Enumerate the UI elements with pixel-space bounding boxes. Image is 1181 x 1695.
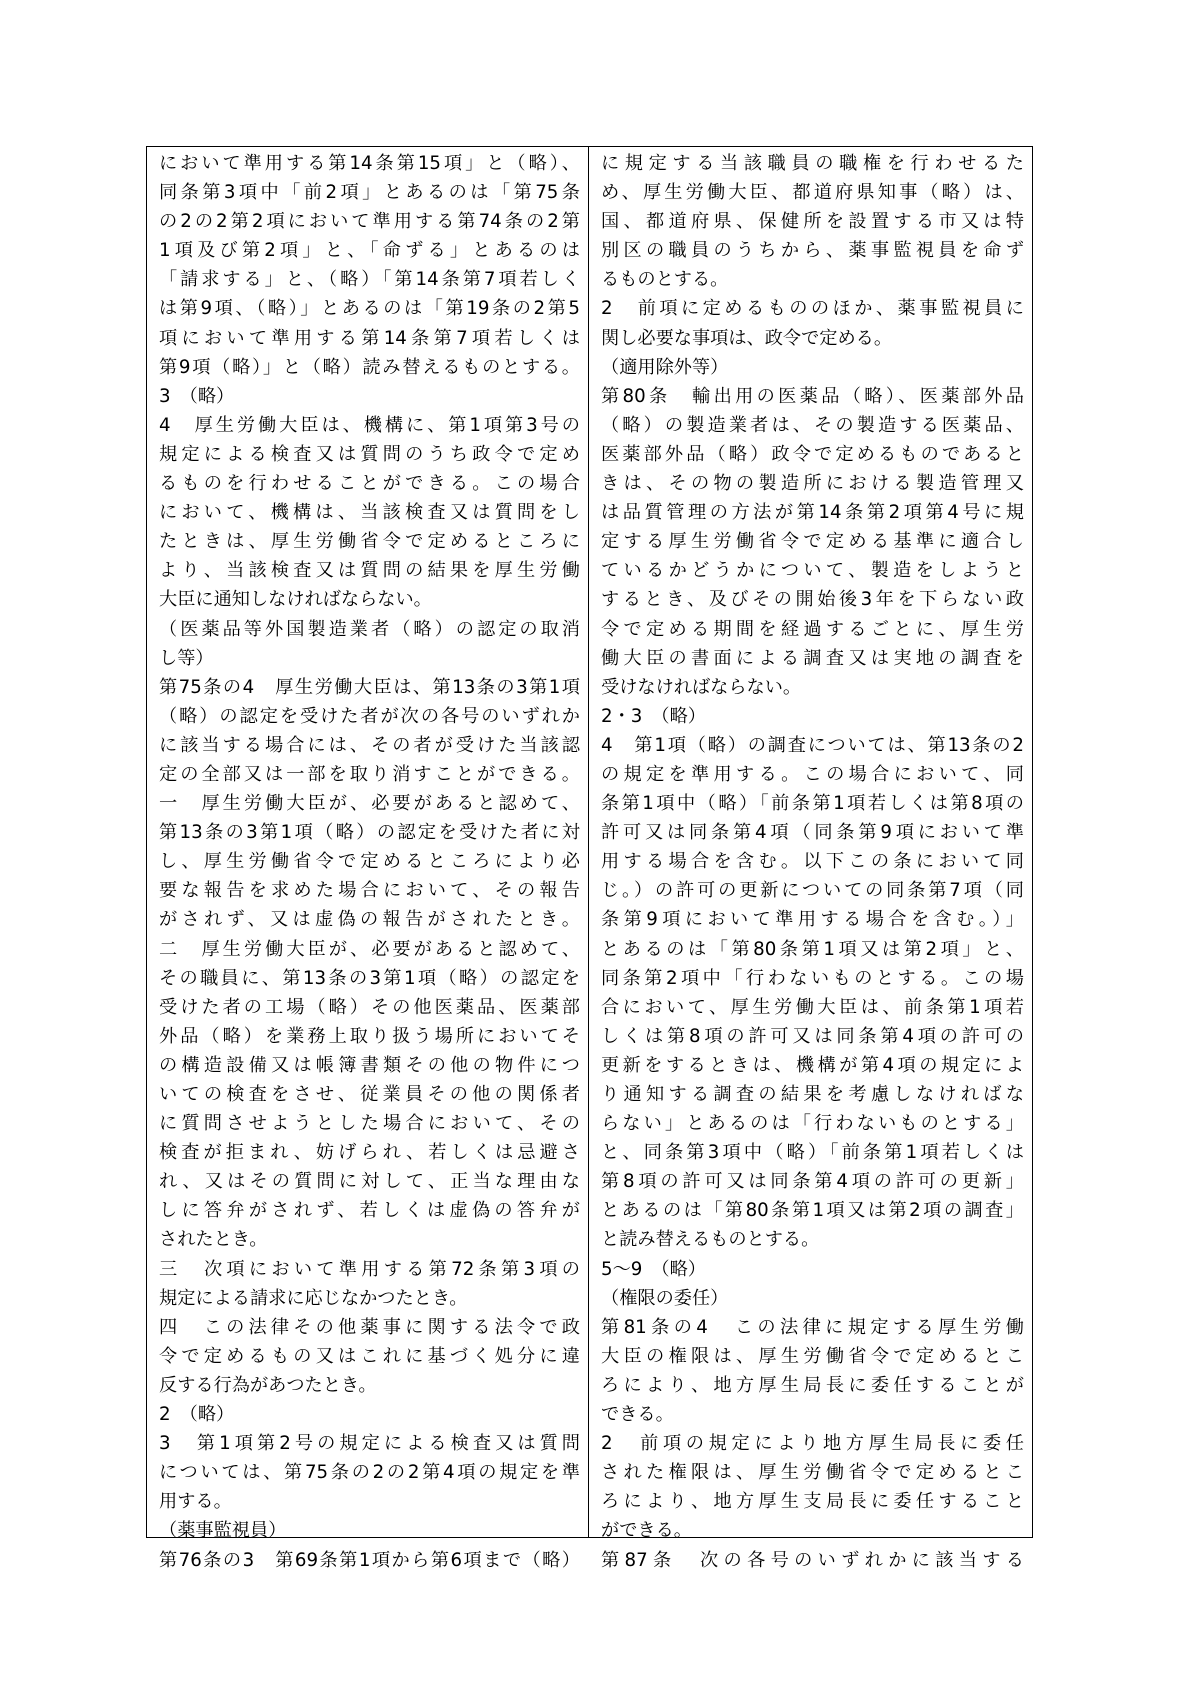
left-column-line: 定の全部又は一部を取り消すことができる。 <box>159 763 580 785</box>
left-column-line: 用する。 <box>159 1491 232 1513</box>
left-column-line: 第76条の3 第69条第1項から第6項まで（略） <box>159 1549 580 1571</box>
right-column-line: 4 第1項（略）の調査については、第13条の2 <box>601 734 1024 756</box>
left-column-line: の構造設備又は帳簿書類その他の物件につ <box>159 1054 580 1076</box>
right-column-line: に規定する当該職員の職権を行わせるた <box>601 153 1024 174</box>
left-column-line: 3 第1項第2号の規定による検査又は質問 <box>159 1433 580 1455</box>
right-column-line: （適用除外等） <box>601 356 729 378</box>
left-column-line: し等） <box>159 647 214 669</box>
left-column-line: 令で定めるもの又はこれに基づく処分に違 <box>159 1345 580 1367</box>
left-column-line: 受けた者の工場（略）その他医薬品、医薬部 <box>159 996 580 1018</box>
left-column-line: （薬事監視員） <box>159 1520 287 1542</box>
right-column-line: ができる。 <box>601 1520 692 1542</box>
left-column-line: 二 厚生労働大臣が、必要があると認めて、 <box>159 938 580 960</box>
left-column-line: の2の2第2項において準用する第74条の2第 <box>159 211 580 233</box>
left-column-line: （略）の認定を受けた者が次の各号のいずれか <box>159 705 580 727</box>
right-column-line: 国、都道府県、保健所を設置する市又は特 <box>601 211 1024 233</box>
right-column-line: とあるのは「第80条第1項又は第2項の調査」 <box>601 1200 1024 1222</box>
left-column-line: 4 厚生労働大臣は、機構に、第1項第3号の <box>159 414 580 436</box>
right-column-line: 第81条の4 この法律に規定する厚生労働 <box>601 1316 1024 1338</box>
right-column-line: しくは第8項の許可又は同条第4項の許可の <box>601 1025 1024 1047</box>
right-column-line: と読み替えるものとする。 <box>601 1229 820 1251</box>
right-column-line: 条第9項において準用する場合を含む。）」 <box>601 909 1024 931</box>
left-column-line: 規定による請求に応じなかつたとき。 <box>159 1287 468 1309</box>
right-column-line: 2 前項に定めるもののほか、薬事監視員に <box>601 298 1024 320</box>
left-column-line: 外品（略）を業務上取り扱う場所においてそ <box>159 1025 580 1047</box>
right-column-line: 令で定める期間を経過するごとに、厚生労 <box>601 618 1024 640</box>
right-column-line: じ。）の許可の更新についての同条第7項（同 <box>601 880 1024 902</box>
left-column <box>147 147 589 1571</box>
left-column-line: 同条第3項中「前2項」とあるのは「第75条 <box>159 182 580 204</box>
left-column-line: 大臣に通知しなければならない。 <box>159 589 432 611</box>
right-column-line: 許可又は同条第4項（同条第9項において準 <box>601 822 1024 844</box>
right-column <box>589 147 1032 1571</box>
left-column-line: より、当該検査又は質問の結果を厚生労働 <box>159 560 580 582</box>
left-column-line: 検査が拒まれ、妨げられ、若しくは忌避さ <box>159 1142 580 1164</box>
left-column-line: されたとき。 <box>159 1229 268 1251</box>
right-column-line: らない」とあるのは「行わないものとする」 <box>601 1113 1024 1135</box>
right-column-line: 2 前項の規定により地方厚生局長に委任 <box>601 1433 1024 1455</box>
right-column-line: 働大臣の書面による調査又は実地の調査を <box>601 647 1024 669</box>
right-column-line: するとき、及びその開始後3年を下らない政 <box>601 589 1024 611</box>
right-column-line: ろにより、地方厚生支局長に委任すること <box>601 1491 1024 1513</box>
right-column-line: 2・3 （略） <box>601 705 706 727</box>
left-column-line: 2 （略） <box>159 1404 235 1426</box>
left-column-line: 要な報告を求めた場合において、その報告 <box>159 880 580 902</box>
left-column-line: 1項及び第2項」と、「命ずる」とあるのは <box>159 240 580 262</box>
left-column-line: 第9項（略）」と（略）読み替えるものとする。 <box>159 356 580 378</box>
left-column-line: 3 （略） <box>159 385 235 407</box>
left-column-line: いての検査をさせ、従業員その他の関係者 <box>159 1084 580 1105</box>
right-column-line: 第87条 次の各号のいずれかに該当する <box>601 1549 1024 1571</box>
right-column-line: 関し必要な事項は、政令で定める。 <box>601 327 893 349</box>
right-column-line: 別区の職員のうちから、薬事監視員を命ず <box>601 240 1024 262</box>
left-column-line: において準用する第14条第15項」と（略）、 <box>159 153 580 174</box>
left-column-line: たときは、厚生労働省令で定めるところに <box>159 531 580 553</box>
right-column-line: は品質管理の方法が第14条第2項第4号に規 <box>601 502 1024 524</box>
right-column-line: 更新をするときは、機構が第4項の規定によ <box>601 1054 1024 1076</box>
right-column-line: とあるのは「第80条第1項又は第2項」と、 <box>601 938 1024 960</box>
right-column-line: め、厚生労働大臣、都道府県知事（略）は、 <box>601 182 1024 204</box>
left-column-line: 三 次項において準用する第72条第3項の <box>159 1258 580 1280</box>
right-column-line: 合において、厚生労働大臣は、前条第1項若 <box>601 996 1024 1018</box>
right-column-line: された権限は、厚生労働省令で定めるとこ <box>601 1462 1024 1484</box>
right-column-line: の規定を準用する。この場合において、同 <box>601 763 1024 785</box>
left-column-line: 項において準用する第14条第7項若しくは <box>159 327 580 349</box>
right-column-line: 5～9 （略） <box>601 1258 706 1280</box>
left-column-line: は第9項、（略）」とあるのは「第19条の2第5 <box>159 298 580 320</box>
left-column-line: し、厚生労働省令で定めるところにより必 <box>159 851 580 873</box>
left-column-line: に該当する場合には、その者が受けた当該認 <box>159 734 580 756</box>
left-column-line: 第75条の4 厚生労働大臣は、第13条の3第1項 <box>159 676 580 698</box>
left-column-line: れ、又はその質問に対して、正当な理由な <box>159 1171 580 1193</box>
left-column-line: 第13条の3第1項（略）の認定を受けた者に対 <box>159 822 580 844</box>
right-column-line: （権限の委任） <box>601 1287 729 1309</box>
left-column-line: に質問させようとした場合において、その <box>159 1113 580 1135</box>
right-column-line: るものとする。 <box>601 269 729 291</box>
right-column-line: り通知する調査の結果を考慮しなければな <box>601 1084 1024 1105</box>
left-column-line: （医薬品等外国製造業者（略）の認定の取消 <box>159 618 580 640</box>
right-column-line: 第80条 輸出用の医薬品（略）、医薬部外品 <box>601 385 1024 407</box>
right-column-line: ているかどうかについて、製造をしようと <box>601 560 1024 582</box>
right-column-line: 条第1項中（略）「前条第1項若しくは第8項の <box>601 793 1024 815</box>
left-column-line: 「請求する」と、（略）「第14条第7項若しく <box>159 269 580 291</box>
right-column-line: と、同条第3項中（略）「前条第1項若しくは <box>601 1142 1024 1164</box>
left-column-line: るものを行わせることができる。この場合 <box>159 473 580 495</box>
right-column-line: きは、その物の製造所における製造管理又 <box>601 473 1024 495</box>
left-column-line: において、機構は、当該検査又は質問をし <box>159 502 580 524</box>
right-column-line: ろにより、地方厚生局長に委任することが <box>601 1374 1024 1396</box>
right-column-line: （略）の製造業者は、その製造する医薬品、 <box>601 414 1024 436</box>
right-column-line: 第8項の許可又は同条第4項の許可の更新」 <box>601 1171 1024 1193</box>
left-column-line: 四 この法律その他薬事に関する法令で政 <box>159 1316 580 1338</box>
right-column-line: 大臣の権限は、厚生労働省令で定めるとこ <box>601 1345 1024 1367</box>
left-column-line: 反する行為があつたとき。 <box>159 1374 377 1396</box>
right-column-line: できる。 <box>601 1404 674 1426</box>
right-column-line: 同条第2項中「行わないものとする。この場 <box>601 967 1024 989</box>
left-column-line: 一 厚生労働大臣が、必要があると認めて、 <box>159 793 580 815</box>
left-column-line: 規定による検査又は質問のうち政令で定め <box>159 443 580 465</box>
left-column-line: しに答弁がされず、若しくは虚偽の答弁が <box>159 1200 580 1222</box>
document-table <box>146 146 1033 1571</box>
right-column-line: 医薬部外品（略）政令で定めるものであると <box>601 443 1024 465</box>
left-column-line: その職員に、第13条の3第1項（略）の認定を <box>159 967 580 989</box>
right-column-line: 用する場合を含む。以下この条において同 <box>601 851 1024 873</box>
left-column-line: がされず、又は虚偽の報告がされたとき。 <box>159 909 580 931</box>
right-column-line: 受けなければならない。 <box>601 676 802 698</box>
left-column-line: については、第75条の2の2第4項の規定を準 <box>159 1462 580 1484</box>
right-column-line: 定する厚生労働省令で定める基準に適合し <box>601 531 1024 553</box>
